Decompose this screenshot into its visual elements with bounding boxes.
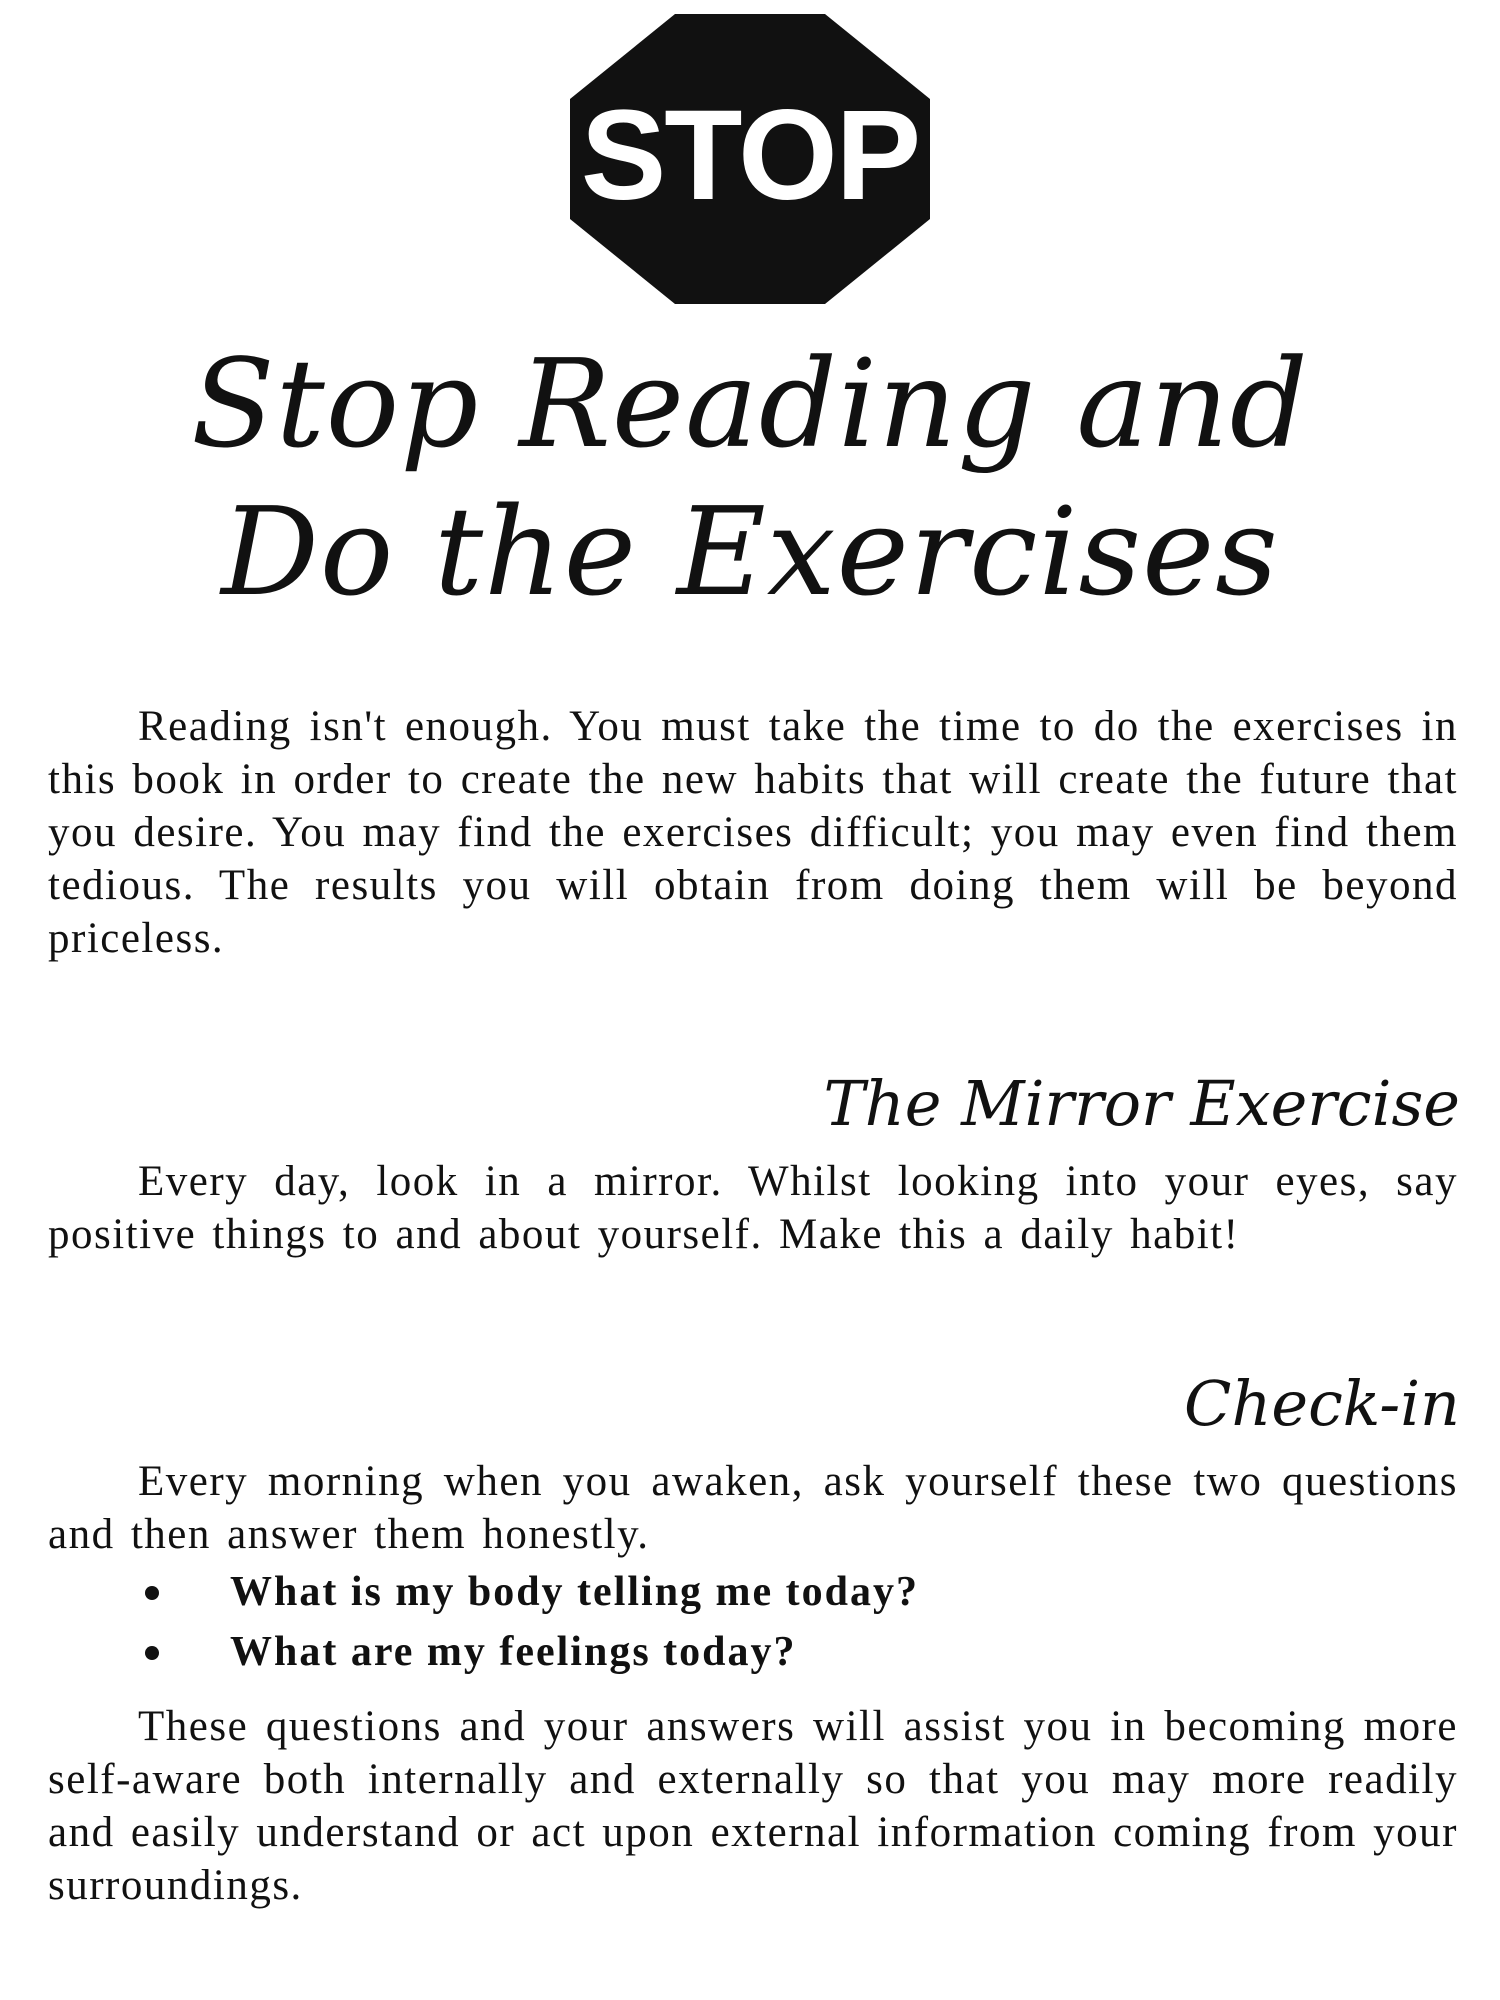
mirror-exercise-paragraph: Every day, look in a mirror. Whilst looking into your eyes, say positive things to and about yourself. Make this a daily habit! bbox=[48, 1158, 1458, 1258]
page-title-line-1: Stop Reading and bbox=[191, 333, 1309, 475]
question-item bbox=[135, 1622, 1435, 1682]
mirror-exercise-heading: The Mirror Exercise bbox=[823, 1067, 1460, 1140]
stop-sign-text: STOP bbox=[580, 84, 920, 227]
page-title bbox=[0, 330, 1500, 626]
question-item bbox=[135, 1562, 1435, 1622]
bullet-dot-icon bbox=[145, 1586, 159, 1600]
check-in-paragraph: Every morning when you awaken, ask yourself these two questions and then answer them honestly. bbox=[48, 1458, 1458, 1558]
check-in-questions bbox=[135, 1562, 1435, 1682]
stop-sign-icon bbox=[570, 14, 930, 304]
bullet-dot-icon bbox=[145, 1646, 159, 1660]
intro-paragraph: Reading isn't enough. You must take the time to do the exercises in this book in order to create the new habits that will create the future that you desire. You may find the exercises difficult; you may even find them tedious. The results you will obtain from doing them will be beyond priceless. bbox=[48, 703, 1458, 962]
page-title-line-2: Do the Exercises bbox=[221, 481, 1279, 623]
check-in-heading: Check-in bbox=[1184, 1367, 1460, 1440]
question-text: What are my feelings today? bbox=[230, 1629, 797, 1675]
closing-paragraph: These questions and your answers will assist you in becoming more self-aware both internally and externally so that you may more readily and easily understand or act upon external information coming from your surroundings. bbox=[48, 1703, 1458, 1909]
question-text: What is my body telling me today? bbox=[230, 1569, 920, 1615]
